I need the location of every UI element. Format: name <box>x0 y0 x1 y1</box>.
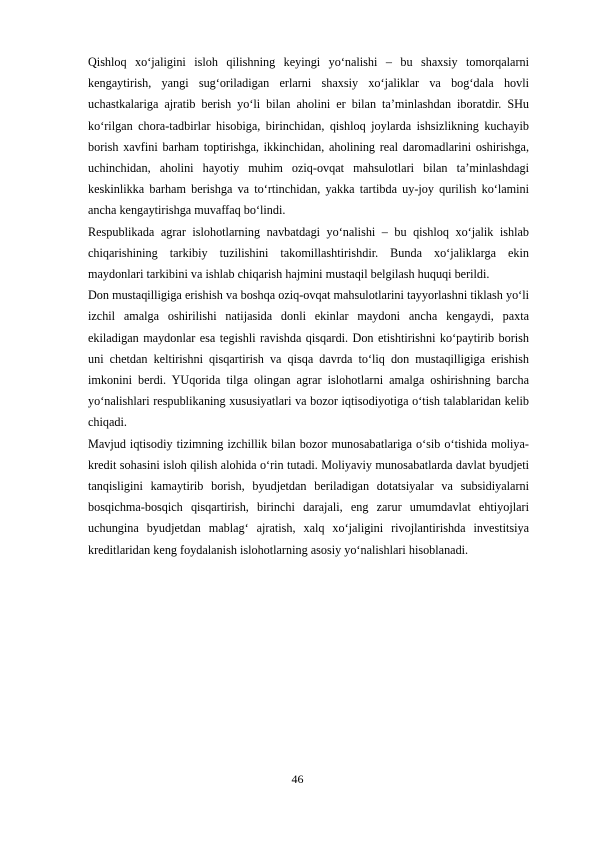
page-number: 46 <box>291 772 304 786</box>
paragraph: Respublikada agrar islohotlarning navbatdagi yo‘nalishi – bu qishloq xo‘jalik ishlab chiqarishining tarkibiy tuzilishini takomillashtirishdir. Bunda xo‘jaliklarga ekin maydonlari tarkibini va ishlab chiqarish hajmini mustaqil belgilash huquqi berildi. <box>88 224 529 282</box>
paragraph: Don mustaqilligiga erishish va boshqa oziq-ovqat mahsulotlarini tayyorlashni tiklash yo‘li izchil amalga oshirilishi natijasida donli ekinlar maydoni ancha kengaydi, paxta ekiladigan maydonlar esa tegishli ravishda qisqardi. Don etishtirishni ko‘paytirib borish uni chetdan keltirishni qisqartirish va qisqa davrda to‘liq don mustaqilligiga erishish imkonini berdi. YUqorida tilga olingan agrar islohotlarni amalga oshirishning barcha yo‘nalishlari respublikaning xususiyatlari va bozor iqtisodiyotiga o‘tish talablaridan kelib chiqadi. <box>88 288 529 430</box>
paragraph: Qishloq xo‘jaligini isloh qilishning keyingi yo‘nalishi – bu shaxsiy tomorqalarni kengaytirish, yangi sug‘oriladigan erlarni shaxsiy xo‘jaliklar va bog‘dala hovli uchastkalariga ajratib berish yo‘li bilan aholini er bilan ta’minlashdan iboratdir. SHu ko‘rilgan chora-tadbirlar hisobiga, birinchidan, qishloq joylarda ishsizlikning kuchayib borish xavfini barham toptirishga, ikkinchidan, aholining real daromadlarini oshirishga, uchinchidan, aholini hayotiy muhim oziq-ovqat mahsulotlari bilan ta’minlashdagi keskinlikka barham berishga va to‘rtinchidan, yakka tartibda uy-joy qurilish ko‘lamini ancha kengaytirishga muvaffaq bo‘lindi. <box>88 55 529 218</box>
paragraph: Mavjud iqtisodiy tizimning izchillik bilan bozor munosabatlariga o‘sib o‘tishida moliya-kredit sohasini isloh qilish alohida o‘rin tutadi. Moliyaviy munosabatlarda davlat byudjeti tanqisligini kamaytirib borish, byudjetdan beriladigan dotatsiyalar va subsidiyalarni bosqichma-bosqich qisqartirish, birinchi darajali, eng zarur umumdavlat ehtiyojlari uchungina byudjetdan mablag‘ ajratish, xalq xo‘jaligini rivojlantirishda investitsiya kreditlaridan keng foydalanish islohotlarning asosiy yo‘nalishlari hisoblanadi. <box>88 436 529 557</box>
document-body <box>88 52 529 561</box>
